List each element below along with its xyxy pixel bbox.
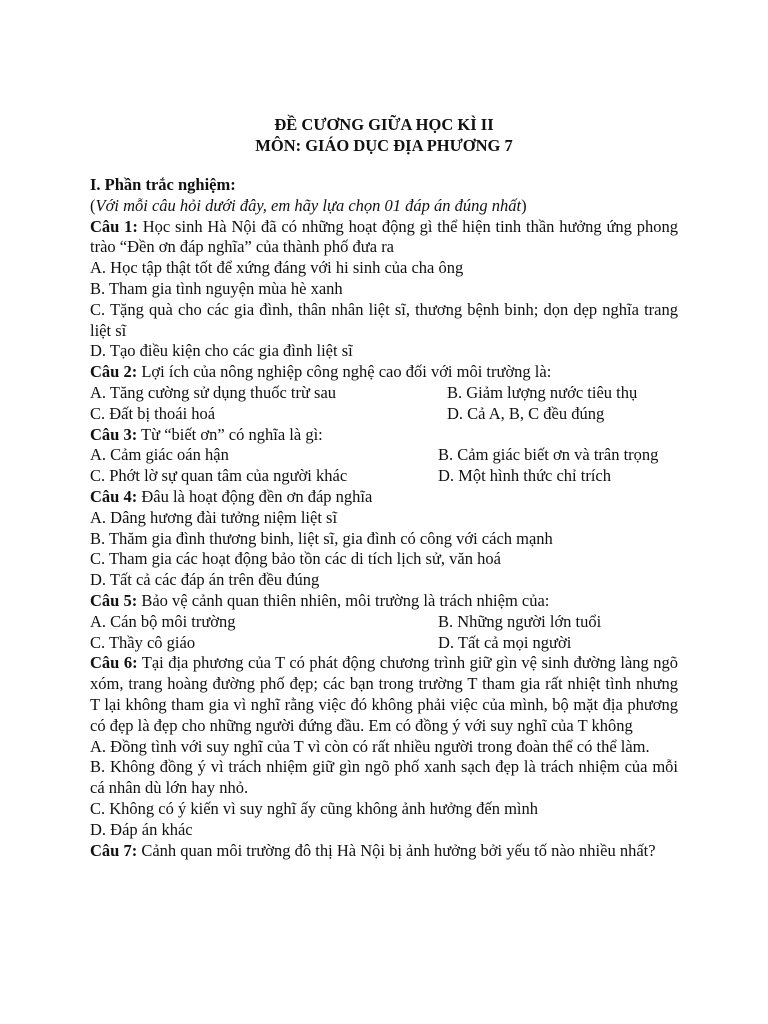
section-instruction [90,196,678,217]
question-4-label: Câu 4: [90,486,138,506]
question-3-option-b: B. Cảm giác biết ơn và trân trọng [438,445,659,465]
question-1-option-b: B. Tham gia tình nguyện mùa hè xanh [90,278,343,298]
section-heading: I. Phần trắc nghiệm: [90,175,236,194]
question-5-option-b: B. Những người lớn tuổi [438,611,602,631]
question-5-option-a: A. Cán bộ môi trường [90,611,236,631]
question-4 [90,487,678,508]
question-5-options-row-1 [90,612,678,633]
instruction-open-paren: ( [90,195,96,215]
question-2-options-row-2 [90,404,678,425]
question-5 [90,591,678,612]
question-2-option-d: D. Cả A, B, C đều đúng [447,403,605,423]
question-2-label: Câu 2: [90,362,138,382]
question-5-label: Câu 5: [90,590,138,610]
question-1-label: Câu 1: [90,216,138,236]
question-2-options-row-1 [90,383,678,404]
question-3-option-a: A. Cảm giác oán hận [90,445,229,465]
question-1 [90,217,678,259]
question-6-option-a: A. Đồng tình với suy nghĩ của T vì còn có rất nhiều người trong đoàn thể có thể làm. [90,736,650,756]
question-3 [90,425,678,446]
question-4-option-d: D. Tất cả các đáp án trên đều đúng [90,570,320,590]
question-3-option-d: D. Một hình thức chỉ trích [438,466,612,486]
question-5-option-d: D. Tất cả mọi người [438,632,572,652]
question-1-option-c: C. Tặng quà cho các gia đình, thân nhân liệt sĩ, thương bệnh binh; dọn dẹp nghĩa trang liệt sĩ [90,299,678,340]
question-3-option-c: C. Phớt lờ sự quan tâm của người khác [90,466,348,486]
question-1-option-a: A. Học tập thật tốt để xứng đáng với hi sinh của cha ông [90,258,464,278]
document-title-line2: MÔN: GIÁO DỤC ĐỊA PHƯƠNG 7 [255,136,513,155]
question-6-option-d: D. Đáp án khác [90,819,193,839]
question-2-option-c: C. Đất bị thoái hoá [90,403,216,423]
question-4-option-a: A. Dâng hương đài tưởng niệm liệt sĩ [90,507,338,527]
title-spacer [90,156,678,175]
question-6-option-b: B. Không đồng ý vì trách nhiệm giữ gìn ngõ phố xanh sạch đẹp là trách nhiệm của mỗi cá nhân dù lớn hay nhỏ. [90,757,678,798]
question-7-label: Câu 7: [90,840,138,860]
question-2-option-b: B. Giảm lượng nước tiêu thụ [447,382,638,402]
question-4-text: Đâu là hoạt động đền ơn đáp nghĩa [137,486,373,506]
question-6-text: Tại địa phương của T có phát động chương trình giữ gìn vệ sinh đường làng ngõ xóm, trang hoàng đường phố đẹp; các bạn trong trường T tham gia rất nhiệt tình nhưng T lại không tham gia vì nghĩ rằng việc đó không phải việc của mình, bộ mặt địa phương có đẹp là đẹp cho những người đứng đầu. Em có đồng ý với suy nghĩ của T không [90,653,679,735]
question-6-label: Câu 6: [90,653,138,673]
question-3-text: Từ “biết ơn” có nghĩa là gì: [137,424,323,444]
question-5-text: Bảo vệ cảnh quan thiên nhiên, môi trường là trách nhiệm của: [137,590,550,610]
question-5-option-c: C. Thầy cô giáo [90,632,196,652]
question-4-option-c: C. Tham gia các hoạt động bảo tồn các di tích lịch sử, văn hoá [90,549,501,569]
question-6-option-c: C. Không có ý kiến vì suy nghĩ ấy cũng không ảnh hưởng đến mình [90,798,538,818]
question-5-options-row-2 [90,633,678,654]
document-title-line1: ĐỀ CƯƠNG GIỮA HỌC KÌ II [274,115,494,134]
question-6 [90,653,678,736]
question-3-options-row-2 [90,466,678,487]
question-7-text: Cảnh quan môi trường đô thị Hà Nội bị ảnh hưởng bởi yếu tố nào nhiều nhất? [137,840,656,860]
question-2-text: Lợi ích của nông nghiệp công nghệ cao đối với môi trường là: [137,362,552,382]
question-3-options-row-1 [90,445,678,466]
instruction-close-paren: ) [521,195,527,215]
question-2 [90,362,678,383]
question-3-label: Câu 3: [90,424,138,444]
question-4-option-b: B. Thăm gia đình thương binh, liệt sĩ, gia đình có công với cách mạnh [90,528,553,548]
document-body [90,175,678,861]
question-2-option-a: A. Tăng cường sử dụng thuốc trừ sau [90,382,337,402]
question-1-text: Học sinh Hà Nội đã có những hoạt động gì thể hiện tinh thần hưởng ứng phong trào “Đền ơn đáp nghĩa” của thành phố đưa ra [90,216,678,257]
question-1-option-d: D. Tạo điều kiện cho các gia đình liệt sĩ [90,341,353,361]
question-7 [90,841,678,862]
instruction-text: Với mỗi câu hỏi dưới đây, em hãy lựa chọn 01 đáp án đúng nhất [95,195,522,215]
